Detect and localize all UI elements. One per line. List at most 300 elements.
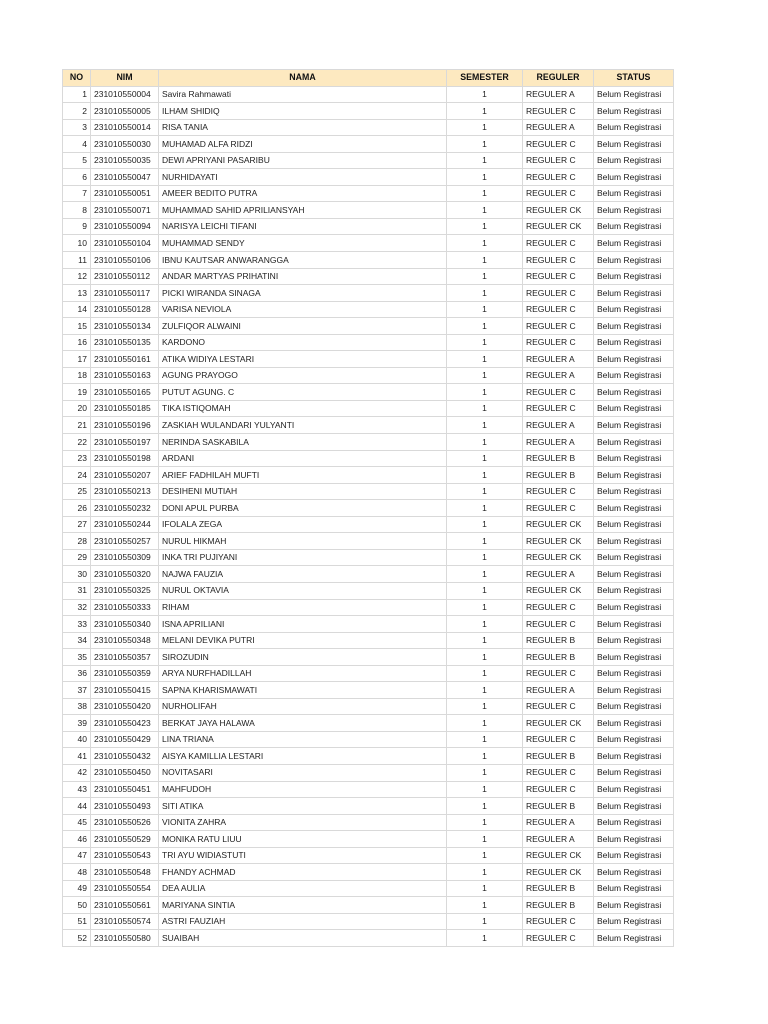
cell-reguler: REGULER C	[523, 616, 594, 633]
table-row	[63, 483, 674, 500]
table-row	[63, 715, 674, 732]
cell-no: 45	[63, 814, 91, 831]
cell-nim: 231010550030	[91, 136, 159, 153]
cell-no: 11	[63, 252, 91, 269]
cell-semester: 1	[447, 831, 523, 848]
cell-no: 33	[63, 616, 91, 633]
cell-reguler: REGULER CK	[523, 715, 594, 732]
cell-reguler: REGULER CK	[523, 864, 594, 881]
cell-nim: 231010550198	[91, 450, 159, 467]
table-row	[63, 285, 674, 302]
cell-no: 39	[63, 715, 91, 732]
cell-status: Belum Registrasi	[594, 582, 674, 599]
cell-status: Belum Registrasi	[594, 665, 674, 682]
cell-nama: VIONITA ZAHRA	[159, 814, 447, 831]
cell-semester: 1	[447, 715, 523, 732]
cell-reguler: REGULER C	[523, 384, 594, 401]
cell-no: 32	[63, 599, 91, 616]
cell-semester: 1	[447, 301, 523, 318]
cell-status: Belum Registrasi	[594, 764, 674, 781]
cell-no: 4	[63, 136, 91, 153]
cell-status: Belum Registrasi	[594, 533, 674, 550]
cell-nama: IFOLALA ZEGA	[159, 516, 447, 533]
cell-no: 42	[63, 764, 91, 781]
cell-nama: ILHAM SHIDIQ	[159, 103, 447, 120]
cell-semester: 1	[447, 467, 523, 484]
cell-no: 21	[63, 417, 91, 434]
cell-status: Belum Registrasi	[594, 566, 674, 583]
cell-semester: 1	[447, 218, 523, 235]
header-nama: NAMA	[159, 70, 447, 87]
cell-semester: 1	[447, 450, 523, 467]
cell-status: Belum Registrasi	[594, 434, 674, 451]
cell-status: Belum Registrasi	[594, 384, 674, 401]
cell-semester: 1	[447, 847, 523, 864]
cell-reguler: REGULER CK	[523, 533, 594, 550]
table-row	[63, 318, 674, 335]
table-row	[63, 616, 674, 633]
cell-nim: 231010550232	[91, 500, 159, 517]
table-row	[63, 814, 674, 831]
cell-no: 29	[63, 549, 91, 566]
cell-nim: 231010550244	[91, 516, 159, 533]
cell-semester: 1	[447, 169, 523, 186]
cell-status: Belum Registrasi	[594, 252, 674, 269]
cell-nim: 231010550333	[91, 599, 159, 616]
cell-semester: 1	[447, 930, 523, 947]
cell-nim: 231010550543	[91, 847, 159, 864]
cell-reguler: REGULER A	[523, 566, 594, 583]
cell-semester: 1	[447, 649, 523, 666]
cell-semester: 1	[447, 599, 523, 616]
cell-nama: IBNU KAUTSAR ANWARANGGA	[159, 252, 447, 269]
table-row	[63, 897, 674, 914]
cell-semester: 1	[447, 698, 523, 715]
cell-semester: 1	[447, 434, 523, 451]
cell-status: Belum Registrasi	[594, 301, 674, 318]
cell-nim: 231010550196	[91, 417, 159, 434]
cell-no: 17	[63, 351, 91, 368]
cell-no: 48	[63, 864, 91, 881]
cell-status: Belum Registrasi	[594, 318, 674, 335]
cell-nim: 231010550325	[91, 582, 159, 599]
cell-nim: 231010550554	[91, 880, 159, 897]
table-body	[63, 86, 674, 946]
cell-status: Belum Registrasi	[594, 731, 674, 748]
cell-reguler: REGULER CK	[523, 516, 594, 533]
cell-status: Belum Registrasi	[594, 334, 674, 351]
cell-nama: ARYA NURFHADILLAH	[159, 665, 447, 682]
cell-status: Belum Registrasi	[594, 715, 674, 732]
cell-nama: RIHAM	[159, 599, 447, 616]
cell-no: 52	[63, 930, 91, 947]
cell-semester: 1	[447, 864, 523, 881]
cell-reguler: REGULER C	[523, 500, 594, 517]
cell-nama: RISA TANIA	[159, 119, 447, 136]
table-row	[63, 649, 674, 666]
cell-status: Belum Registrasi	[594, 367, 674, 384]
table-row	[63, 301, 674, 318]
table-row	[63, 434, 674, 451]
cell-no: 23	[63, 450, 91, 467]
cell-no: 22	[63, 434, 91, 451]
cell-status: Belum Registrasi	[594, 814, 674, 831]
cell-reguler: REGULER A	[523, 119, 594, 136]
cell-status: Belum Registrasi	[594, 218, 674, 235]
cell-status: Belum Registrasi	[594, 913, 674, 930]
cell-no: 1	[63, 86, 91, 103]
cell-status: Belum Registrasi	[594, 467, 674, 484]
cell-nim: 231010550429	[91, 731, 159, 748]
table-row	[63, 384, 674, 401]
table-row	[63, 500, 674, 517]
cell-status: Belum Registrasi	[594, 930, 674, 947]
cell-no: 30	[63, 566, 91, 583]
cell-semester: 1	[447, 880, 523, 897]
cell-no: 19	[63, 384, 91, 401]
cell-status: Belum Registrasi	[594, 351, 674, 368]
cell-semester: 1	[447, 268, 523, 285]
cell-no: 43	[63, 781, 91, 798]
cell-nama: NURUL OKTAVIA	[159, 582, 447, 599]
cell-status: Belum Registrasi	[594, 285, 674, 302]
cell-semester: 1	[447, 367, 523, 384]
cell-semester: 1	[447, 202, 523, 219]
cell-nim: 231010550257	[91, 533, 159, 550]
cell-nama: NURUL HIKMAH	[159, 533, 447, 550]
table-row	[63, 864, 674, 881]
cell-nim: 231010550415	[91, 682, 159, 699]
cell-status: Belum Registrasi	[594, 781, 674, 798]
cell-status: Belum Registrasi	[594, 847, 674, 864]
table-row	[63, 698, 674, 715]
cell-nama: SITI ATIKA	[159, 798, 447, 815]
cell-reguler: REGULER C	[523, 483, 594, 500]
cell-nama: SAPNA KHARISMAWATI	[159, 682, 447, 699]
table-row	[63, 400, 674, 417]
cell-nim: 231010550117	[91, 285, 159, 302]
cell-reguler: REGULER C	[523, 152, 594, 169]
cell-nim: 231010550035	[91, 152, 159, 169]
cell-reguler: REGULER C	[523, 103, 594, 120]
cell-nama: AMEER BEDITO PUTRA	[159, 185, 447, 202]
cell-status: Belum Registrasi	[594, 632, 674, 649]
cell-semester: 1	[447, 136, 523, 153]
cell-semester: 1	[447, 384, 523, 401]
cell-status: Belum Registrasi	[594, 103, 674, 120]
table-row	[63, 136, 674, 153]
cell-nim: 231010550094	[91, 218, 159, 235]
table-row	[63, 252, 674, 269]
table-row	[63, 831, 674, 848]
cell-reguler: REGULER C	[523, 698, 594, 715]
cell-nim: 231010550493	[91, 798, 159, 815]
table-row	[63, 798, 674, 815]
cell-reguler: REGULER A	[523, 351, 594, 368]
cell-nama: NERINDA SASKABILA	[159, 434, 447, 451]
cell-nama: BERKAT JAYA HALAWA	[159, 715, 447, 732]
cell-nama: Savira Rahmawati	[159, 86, 447, 103]
cell-reguler: REGULER C	[523, 665, 594, 682]
cell-nama: ARDANI	[159, 450, 447, 467]
cell-nama: PICKI WIRANDA SINAGA	[159, 285, 447, 302]
cell-semester: 1	[447, 582, 523, 599]
table-row	[63, 268, 674, 285]
cell-nim: 231010550309	[91, 549, 159, 566]
cell-no: 13	[63, 285, 91, 302]
cell-no: 16	[63, 334, 91, 351]
cell-nim: 231010550320	[91, 566, 159, 583]
table-row	[63, 218, 674, 235]
cell-nama: MELANI DEVIKA PUTRI	[159, 632, 447, 649]
cell-reguler: REGULER CK	[523, 847, 594, 864]
cell-no: 38	[63, 698, 91, 715]
cell-reguler: REGULER A	[523, 682, 594, 699]
table-row	[63, 185, 674, 202]
cell-nim: 231010550128	[91, 301, 159, 318]
table-row	[63, 516, 674, 533]
cell-nama: AGUNG PRAYOGO	[159, 367, 447, 384]
cell-reguler: REGULER CK	[523, 549, 594, 566]
cell-nama: INKA TRI PUJIYANI	[159, 549, 447, 566]
cell-semester: 1	[447, 318, 523, 335]
table-row	[63, 847, 674, 864]
cell-nim: 231010550548	[91, 864, 159, 881]
cell-no: 6	[63, 169, 91, 186]
cell-nim: 231010550004	[91, 86, 159, 103]
cell-reguler: REGULER A	[523, 86, 594, 103]
cell-no: 31	[63, 582, 91, 599]
cell-reguler: REGULER C	[523, 268, 594, 285]
cell-nama: ARIEF FADHILAH MUFTI	[159, 467, 447, 484]
cell-no: 27	[63, 516, 91, 533]
cell-semester: 1	[447, 566, 523, 583]
cell-semester: 1	[447, 731, 523, 748]
cell-semester: 1	[447, 516, 523, 533]
cell-nim: 231010550104	[91, 235, 159, 252]
table-row	[63, 632, 674, 649]
table-row	[63, 665, 674, 682]
cell-status: Belum Registrasi	[594, 185, 674, 202]
cell-reguler: REGULER C	[523, 235, 594, 252]
cell-nama: MUHAMMAD SAHID APRILIANSYAH	[159, 202, 447, 219]
table-row	[63, 86, 674, 103]
cell-semester: 1	[447, 252, 523, 269]
cell-nim: 231010550213	[91, 483, 159, 500]
cell-nama: ANDAR MARTYAS PRIHATINI	[159, 268, 447, 285]
table-row	[63, 450, 674, 467]
cell-nim: 231010550005	[91, 103, 159, 120]
cell-reguler: REGULER C	[523, 136, 594, 153]
cell-nama: FHANDY ACHMAD	[159, 864, 447, 881]
cell-semester: 1	[447, 665, 523, 682]
cell-status: Belum Registrasi	[594, 400, 674, 417]
cell-reguler: REGULER C	[523, 930, 594, 947]
cell-nim: 231010550014	[91, 119, 159, 136]
table-row	[63, 582, 674, 599]
cell-nim: 231010550450	[91, 764, 159, 781]
cell-status: Belum Registrasi	[594, 417, 674, 434]
cell-reguler: REGULER C	[523, 334, 594, 351]
cell-status: Belum Registrasi	[594, 268, 674, 285]
cell-reguler: REGULER C	[523, 301, 594, 318]
cell-status: Belum Registrasi	[594, 549, 674, 566]
table-row	[63, 682, 674, 699]
cell-no: 12	[63, 268, 91, 285]
table-row	[63, 152, 674, 169]
cell-semester: 1	[447, 897, 523, 914]
cell-reguler: REGULER C	[523, 400, 594, 417]
table-row	[63, 417, 674, 434]
header-nim: NIM	[91, 70, 159, 87]
cell-nim: 231010550561	[91, 897, 159, 914]
cell-no: 14	[63, 301, 91, 318]
cell-nama: ZASKIAH WULANDARI YULYANTI	[159, 417, 447, 434]
cell-no: 20	[63, 400, 91, 417]
cell-semester: 1	[447, 417, 523, 434]
cell-nama: DONI APUL PURBA	[159, 500, 447, 517]
cell-no: 9	[63, 218, 91, 235]
cell-reguler: REGULER C	[523, 599, 594, 616]
cell-nama: AISYA KAMILLIA LESTARI	[159, 748, 447, 765]
cell-status: Belum Registrasi	[594, 483, 674, 500]
cell-nama: MAHFUDOH	[159, 781, 447, 798]
table-row	[63, 169, 674, 186]
table-row	[63, 367, 674, 384]
cell-status: Belum Registrasi	[594, 169, 674, 186]
cell-semester: 1	[447, 764, 523, 781]
cell-no: 3	[63, 119, 91, 136]
cell-semester: 1	[447, 798, 523, 815]
cell-status: Belum Registrasi	[594, 119, 674, 136]
cell-status: Belum Registrasi	[594, 649, 674, 666]
cell-reguler: REGULER B	[523, 450, 594, 467]
header-row	[63, 70, 674, 87]
cell-nama: MARIYANA SINTIA	[159, 897, 447, 914]
cell-reguler: REGULER A	[523, 831, 594, 848]
cell-reguler: REGULER C	[523, 764, 594, 781]
table-row	[63, 235, 674, 252]
cell-semester: 1	[447, 235, 523, 252]
cell-nama: NURHOLIFAH	[159, 698, 447, 715]
cell-no: 5	[63, 152, 91, 169]
cell-nama: MUHAMAD ALFA RIDZI	[159, 136, 447, 153]
cell-no: 47	[63, 847, 91, 864]
cell-reguler: REGULER A	[523, 434, 594, 451]
cell-nama: DEWI APRIYANI PASARIBU	[159, 152, 447, 169]
header-semester: SEMESTER	[447, 70, 523, 87]
cell-semester: 1	[447, 781, 523, 798]
cell-semester: 1	[447, 682, 523, 699]
cell-nama: ZULFIQOR ALWAINI	[159, 318, 447, 335]
cell-reguler: REGULER B	[523, 897, 594, 914]
cell-reguler: REGULER CK	[523, 582, 594, 599]
table-row	[63, 781, 674, 798]
cell-nama: SUAIBAH	[159, 930, 447, 947]
cell-semester: 1	[447, 814, 523, 831]
cell-nama: DEA AULIA	[159, 880, 447, 897]
cell-no: 36	[63, 665, 91, 682]
cell-no: 18	[63, 367, 91, 384]
table-row	[63, 334, 674, 351]
cell-no: 26	[63, 500, 91, 517]
cell-nim: 231010550165	[91, 384, 159, 401]
cell-reguler: REGULER B	[523, 748, 594, 765]
cell-reguler: REGULER A	[523, 367, 594, 384]
cell-nim: 231010550526	[91, 814, 159, 831]
cell-nim: 231010550134	[91, 318, 159, 335]
cell-no: 51	[63, 913, 91, 930]
table-row	[63, 533, 674, 550]
cell-reguler: REGULER C	[523, 169, 594, 186]
cell-status: Belum Registrasi	[594, 864, 674, 881]
cell-nim: 231010550423	[91, 715, 159, 732]
cell-no: 35	[63, 649, 91, 666]
table-row	[63, 202, 674, 219]
cell-nim: 231010550106	[91, 252, 159, 269]
student-registration-table	[62, 69, 674, 947]
cell-status: Belum Registrasi	[594, 136, 674, 153]
cell-nim: 231010550135	[91, 334, 159, 351]
cell-status: Belum Registrasi	[594, 682, 674, 699]
cell-nama: SIROZUDIN	[159, 649, 447, 666]
cell-reguler: REGULER B	[523, 632, 594, 649]
cell-reguler: REGULER CK	[523, 202, 594, 219]
cell-reguler: REGULER A	[523, 814, 594, 831]
cell-status: Belum Registrasi	[594, 86, 674, 103]
cell-nama: DESIHENI MUTIAH	[159, 483, 447, 500]
cell-nama: NAJWA FAUZIA	[159, 566, 447, 583]
cell-nim: 231010550340	[91, 616, 159, 633]
cell-nama: ISNA APRILIANI	[159, 616, 447, 633]
cell-nim: 231010550574	[91, 913, 159, 930]
cell-nama: ATIKA WIDIYA LESTARI	[159, 351, 447, 368]
cell-no: 44	[63, 798, 91, 815]
cell-reguler: REGULER CK	[523, 218, 594, 235]
cell-no: 25	[63, 483, 91, 500]
cell-status: Belum Registrasi	[594, 798, 674, 815]
cell-no: 49	[63, 880, 91, 897]
cell-reguler: REGULER C	[523, 913, 594, 930]
cell-nim: 231010550420	[91, 698, 159, 715]
table-row	[63, 880, 674, 897]
cell-nim: 231010550580	[91, 930, 159, 947]
cell-status: Belum Registrasi	[594, 831, 674, 848]
cell-semester: 1	[447, 616, 523, 633]
cell-no: 15	[63, 318, 91, 335]
cell-semester: 1	[447, 483, 523, 500]
cell-nim: 231010550185	[91, 400, 159, 417]
cell-no: 8	[63, 202, 91, 219]
cell-status: Belum Registrasi	[594, 235, 674, 252]
cell-no: 2	[63, 103, 91, 120]
cell-nim: 231010550112	[91, 268, 159, 285]
cell-semester: 1	[447, 185, 523, 202]
cell-semester: 1	[447, 152, 523, 169]
cell-semester: 1	[447, 400, 523, 417]
cell-nim: 231010550071	[91, 202, 159, 219]
cell-nim: 231010550207	[91, 467, 159, 484]
table-row	[63, 731, 674, 748]
cell-no: 24	[63, 467, 91, 484]
cell-semester: 1	[447, 500, 523, 517]
cell-reguler: REGULER C	[523, 285, 594, 302]
cell-reguler: REGULER B	[523, 880, 594, 897]
cell-status: Belum Registrasi	[594, 897, 674, 914]
cell-no: 10	[63, 235, 91, 252]
cell-semester: 1	[447, 913, 523, 930]
cell-nama: NARISYA LEICHI TIFANI	[159, 218, 447, 235]
